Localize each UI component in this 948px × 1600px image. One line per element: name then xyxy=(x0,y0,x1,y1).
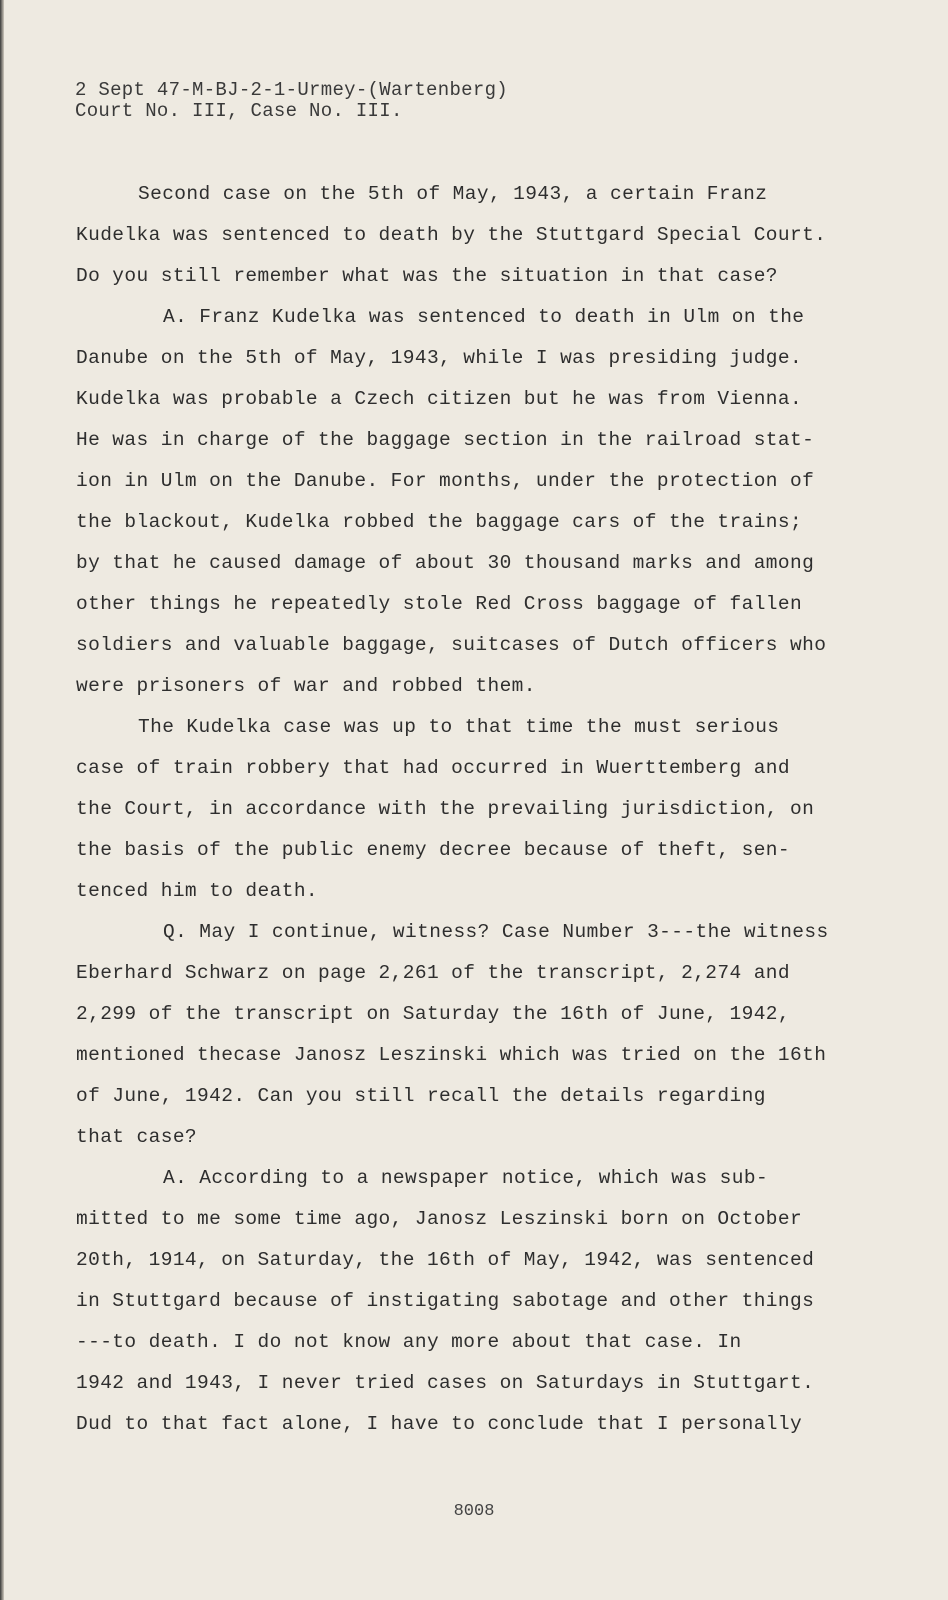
transcript-line: He was in charge of the baggage section in the railroad stat- xyxy=(76,429,815,451)
transcript-line: in Stuttgard because of instigating sabotage and other things xyxy=(76,1290,815,1312)
transcript-line: mitted to me some time ago, Janosz Leszinski born on October xyxy=(76,1208,803,1230)
transcript-line: the Court, in accordance with the prevailing jurisdiction, on xyxy=(76,798,815,820)
transcript-line: Danube on the 5th of May, 1943, while I was presiding judge. xyxy=(76,347,803,369)
transcript-line: the blackout, Kudelka robbed the baggage cars of the trains; xyxy=(76,511,803,533)
transcript-line: 1942 and 1943, I never tried cases on Saturdays in Stuttgart. xyxy=(76,1372,815,1394)
transcript-line: 20th, 1914, on Saturday, the 16th of May, 1942, was sentenced xyxy=(76,1249,815,1271)
transcript-line: A. According to a newspaper notice, which was sub- xyxy=(163,1167,769,1189)
transcript-line: by that he caused damage of about 30 thousand marks and among xyxy=(76,552,815,574)
transcript-line: case of train robbery that had occurred in Wuerttemberg and xyxy=(76,757,791,779)
transcript-line: mentioned thecase Janosz Leszinski which was tried on the 16th xyxy=(76,1044,827,1066)
transcript-line: of June, 1942. Can you still recall the details regarding xyxy=(76,1085,766,1107)
page-number: 8008 xyxy=(453,1502,495,1521)
transcript-line: the basis of the public enemy decree because of theft, sen- xyxy=(76,839,791,861)
transcript-line: Kudelka was probable a Czech citizen but he was from Vienna. xyxy=(76,388,803,410)
transcript-line: Q. May I continue, witness? Case Number 3---the witness xyxy=(163,921,829,943)
transcript-line: were prisoners of war and robbed them. xyxy=(76,675,536,697)
transcript-line: that case? xyxy=(76,1126,198,1148)
transcript-body xyxy=(76,174,876,1445)
header-court-line: Court No. III, Case No. III. xyxy=(75,100,403,122)
transcript-line: Kudelka was sentenced to death by the Stuttgard Special Court. xyxy=(76,224,827,246)
transcript-line: soldiers and valuable baggage, suitcases of Dutch officers who xyxy=(76,634,827,656)
transcript-line: A. Franz Kudelka was sentenced to death in Ulm on the xyxy=(163,306,805,328)
transcript-line: Dud to that fact alone, I have to conclude that I personally xyxy=(76,1413,803,1435)
transcript-line: Do you still remember what was the situation in that case? xyxy=(76,265,778,287)
transcript-line: The Kudelka case was up to that time the must serious xyxy=(138,716,780,738)
page-edge-shadow xyxy=(0,0,4,1600)
transcript-line: other things he repeatedly stole Red Cross baggage of fallen xyxy=(76,593,803,615)
transcript-line: ion in Ulm on the Danube. For months, under the protection of xyxy=(76,470,815,492)
transcript-line: Second case on the 5th of May, 1943, a certain Franz xyxy=(138,183,768,205)
transcript-line: 2,299 of the transcript on Saturday the 16th of June, 1942, xyxy=(76,1003,791,1025)
transcript-line: Eberhard Schwarz on page 2,261 of the transcript, 2,274 and xyxy=(76,962,791,984)
transcript-line: tenced him to death. xyxy=(76,880,319,902)
transcript-line: ---to death. I do not know any more about that case. In xyxy=(76,1331,742,1353)
header-reference-line: 2 Sept 47-M-BJ-2-1-Urmey-(Wartenberg) xyxy=(75,79,508,101)
document-header xyxy=(75,80,508,122)
